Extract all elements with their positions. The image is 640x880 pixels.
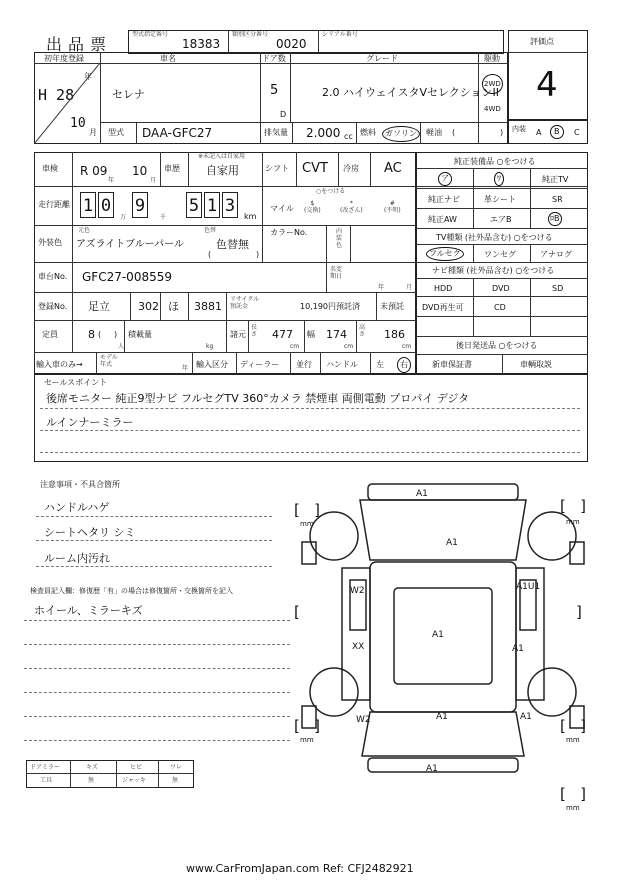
nav-title: ナビ種類 (社外品含む) ○をつける	[432, 266, 555, 275]
height-unit: cm	[402, 343, 412, 350]
mileage-digit: 9	[132, 192, 148, 218]
equip-1-1: ア	[438, 172, 452, 186]
mileage-label: 走行距離	[38, 200, 70, 209]
plate-class: 302	[138, 300, 159, 313]
width-label: 幅	[307, 330, 315, 339]
import-dealer: ディーラー	[240, 360, 280, 369]
mark-front-left: W2	[356, 715, 371, 725]
grade-label: グレード	[366, 54, 398, 63]
form-title: 出品票	[46, 35, 113, 54]
legend-r2-c4: 無	[172, 777, 179, 784]
drive-4wd: 4WD	[484, 105, 501, 113]
equip-1-3: 純正TV	[542, 175, 569, 184]
mark-roof: A1	[432, 630, 444, 640]
bracket-rr: [ ]	[560, 717, 587, 735]
nav-dvd-play: DVD再生可	[422, 303, 464, 312]
sales-points-line2: ルインナーミラー	[46, 416, 134, 429]
legend-r1-c4: ワレ	[170, 764, 183, 771]
interior-label: 内装	[512, 125, 526, 133]
handle-label: ハンドル	[326, 360, 358, 369]
equip-2-2: 革シート	[484, 195, 516, 204]
door-suffix: D	[280, 110, 287, 119]
handle-left: 左	[376, 360, 384, 369]
plate-kana: ほ	[168, 300, 179, 313]
recycle-amount: 10,190円預託済	[300, 302, 360, 311]
mileage-unit-man: 万	[120, 214, 127, 221]
category-number: 0020	[276, 37, 307, 51]
import-type-label: 輸入区分	[196, 360, 228, 369]
notes-label: 注意事項・不具合箇所	[40, 480, 120, 489]
doors-label: ドア数	[262, 54, 286, 63]
width-unit: cm	[344, 343, 354, 350]
chassis-label: 車台No.	[38, 272, 68, 281]
sales-points-line1: 後席モニター 純正9型ナビ フルセグTV 360°カメラ 禁煙車 両側電動 プロパイ デジタ	[46, 392, 470, 405]
equip-3-3: ﾛB	[548, 212, 562, 226]
mileage-option-mile: マイル	[270, 204, 294, 213]
first-reg-month: 10	[70, 116, 86, 131]
model-year-unit: 年	[182, 365, 189, 372]
mark-front-right: A1	[520, 712, 532, 722]
grade-eval-label: 評価点	[530, 37, 554, 46]
shift-label: シフト	[265, 164, 289, 173]
mark-right-side: A1	[512, 644, 524, 654]
year-unit: 年	[84, 72, 92, 81]
nav-sd: SD	[552, 284, 564, 293]
width: 174	[326, 328, 347, 341]
inspector-line-1: ホイール、ミラーキズ	[34, 604, 143, 617]
bracket-fr: [ ]	[560, 497, 587, 515]
interior-color-label: 内 装 色	[336, 228, 343, 249]
serial-label: シリアル番号	[322, 31, 358, 38]
bracket-ml: [	[294, 603, 300, 621]
mileage-unit-sen: 千	[160, 214, 167, 221]
bracket-fl: [ ]	[294, 501, 321, 519]
shift: CVT	[302, 161, 328, 176]
nav-cd: CD	[494, 303, 506, 312]
load-unit: kg	[206, 343, 214, 350]
private-note: ※未記入は自家用	[198, 153, 246, 160]
light-oil-label: 軽油	[426, 128, 442, 137]
note-line-1: ハンドルハゲ	[44, 501, 110, 514]
mm-bottom: mm	[566, 804, 580, 812]
import-label: 輸入車のみ→	[36, 360, 83, 369]
handle-right: 右	[397, 357, 411, 373]
paren-close: )	[500, 128, 504, 137]
color-label: 外装色	[38, 238, 62, 247]
name-change-year: 年	[378, 284, 385, 291]
color-paren-close: )	[256, 250, 260, 259]
category-number-label: 類別区分番号	[232, 31, 269, 38]
color-no-label: 色替	[204, 227, 217, 234]
mm-rl: mm	[300, 736, 314, 744]
mark-left-side: XX	[352, 642, 365, 652]
drive-2wd: 2WD	[482, 74, 503, 94]
name-change-month: 月	[406, 284, 413, 291]
length-unit: cm	[290, 343, 300, 350]
capacity-paren-close: )	[114, 330, 118, 339]
displacement-unit: cc	[344, 132, 353, 141]
mark-front-bottom: A1	[426, 764, 438, 774]
mark-front-panel: A1	[436, 712, 448, 722]
mm-fr: mm	[566, 518, 580, 526]
inspector-label: 検査員記入欄：修復歴「有」の場合は修復箇所・交換箇所を記入	[30, 587, 233, 595]
length-label: 長さ	[251, 324, 258, 338]
color-paren-open: (	[208, 250, 212, 259]
dims-label: 諸元	[230, 330, 246, 339]
legend-r2-c3: ジャッキ	[122, 777, 146, 784]
mileage-digit: 5	[186, 192, 202, 218]
name-change-label: 名変 期日	[330, 266, 343, 280]
capacity: 8	[88, 328, 95, 341]
height-label: 高さ	[359, 324, 366, 338]
model-type: DAA-GFC27	[142, 126, 213, 140]
displacement-label: 排気量	[264, 128, 288, 137]
footer-ref: www.CarFromJapan.com Ref: CFJ2482921	[186, 862, 414, 875]
mm-rr: mm	[566, 736, 580, 744]
fuel-value: ガソリン	[382, 126, 420, 142]
plate-number: 3881	[194, 300, 222, 313]
vehicle-use-label: 車歴	[164, 164, 180, 173]
mark-front-bumper: A1	[416, 489, 428, 499]
inspection-year-unit: 年	[108, 177, 115, 184]
later-title: 後日発送品 ○をつける	[456, 341, 538, 350]
tv-fullseg: フルセグ	[426, 247, 464, 261]
doors: 5	[270, 83, 279, 98]
note-line-3: ルーム内汚れ	[44, 552, 110, 565]
car-name-label: 車名	[160, 54, 176, 63]
plate-area: 足立	[88, 300, 110, 313]
displacement: 2.000	[306, 126, 341, 140]
bracket-bottom: [ ]	[560, 785, 587, 803]
note-line-2: シートヘタリ シミ	[44, 526, 136, 539]
tv-analog: アナログ	[540, 250, 572, 259]
later-manual: 車輌取説	[520, 360, 552, 369]
mileage-options-note: ○をつける	[316, 188, 346, 195]
tv-title: TV種類 (社外品含む) ○をつける	[436, 233, 553, 242]
legend-r1-c2: キズ	[86, 764, 98, 771]
model-type-label: 型式	[108, 128, 124, 137]
equipment-title: 純正装備品 ○をつける	[454, 157, 536, 166]
later-warranty: 新車保証書	[432, 360, 472, 369]
mileage-digit: 3	[222, 192, 238, 218]
sales-points-label: セールスポイント	[44, 378, 108, 387]
mileage-digit: 0	[98, 192, 114, 218]
capacity-label: 定員	[42, 330, 58, 339]
equip-2-3: SR	[552, 195, 563, 204]
legend-r1-c1: ドアミラー	[30, 764, 60, 771]
height: 186	[384, 328, 405, 341]
first-reg-diagonal	[34, 63, 100, 144]
equip-2-1: 純正ナビ	[428, 195, 460, 204]
first-reg-era: H 28	[38, 86, 75, 104]
nav-hdd: HDD	[434, 284, 453, 293]
grade-eval-score: 4	[536, 65, 558, 105]
type-number: 18383	[182, 37, 221, 51]
capacity-unit: 人	[118, 343, 125, 350]
mileage-option-altered: * (改ざん)	[340, 200, 363, 214]
recycle-label: リサイクル 預託金	[230, 296, 260, 310]
inspection-month: 10	[132, 164, 148, 178]
mileage-option-unknown: # (不明)	[384, 200, 401, 214]
nav-dvd: DVD	[492, 284, 510, 293]
chassis: GFC27-008559	[82, 270, 172, 284]
color-code-label: カラーNo.	[270, 228, 308, 237]
load-label: 積載量	[128, 330, 152, 339]
color-change: 色替無	[216, 238, 249, 251]
paren-open: (	[452, 128, 456, 137]
mark-rear-right: A1U1	[516, 582, 541, 592]
mileage-km: km	[244, 212, 257, 221]
legend-r2-c2: 無	[88, 777, 95, 784]
inspection-month-unit: 月	[150, 177, 157, 184]
aircon: AC	[384, 161, 402, 176]
equip-3-1: 純正AW	[428, 215, 457, 224]
legend-r1-c3: ヒビ	[130, 764, 143, 771]
car-name: セレナ	[112, 88, 145, 101]
interior-grade-c: C	[574, 128, 580, 137]
interior-grade-a: A	[536, 128, 542, 137]
mm-fl: mm	[300, 520, 314, 528]
length: 477	[272, 328, 293, 341]
original-color-label: 元色	[78, 227, 91, 234]
equip-3-2: エアB	[490, 215, 512, 224]
tv-oneseg: ワンセグ	[484, 250, 516, 259]
mileage-digit: 1	[80, 192, 96, 218]
inspection-label: 車検	[42, 164, 58, 173]
interior-grade-b: B	[550, 125, 564, 139]
mark-hood: A1	[446, 538, 458, 548]
grade: 2.0 ハイウェイスタVセレクションII	[322, 86, 500, 99]
bracket-rl: [ ]	[294, 717, 321, 735]
inspection-era: R 09	[80, 164, 108, 178]
mileage-option-exchange: $ (交換)	[304, 200, 321, 214]
legend-r2-c1: 工具	[40, 777, 53, 784]
type-number-label: 型式指定番号	[132, 31, 169, 38]
mileage-digit: 1	[204, 192, 220, 218]
import-parallel: 並行	[296, 360, 312, 369]
fuel-label: 燃料	[360, 128, 376, 137]
capacity-paren: (	[98, 330, 102, 339]
equip-1-2: ﾜ	[494, 172, 504, 186]
drive-label: 駆動	[484, 54, 500, 63]
aircon-label: 冷房	[343, 164, 359, 173]
first-reg-label: 初年度登録	[44, 54, 84, 63]
bracket-mr: ]	[576, 603, 582, 621]
original-color: アズライトブルーパール	[76, 239, 184, 250]
mark-rear-left: W2	[350, 586, 365, 596]
month-unit: 月	[89, 128, 97, 137]
model-year-label: モデル 年式	[100, 354, 118, 368]
recycle-unpaid: 未預託	[380, 302, 404, 311]
plate-label: 登録No.	[38, 302, 68, 311]
vehicle-use: 自家用	[206, 164, 239, 177]
